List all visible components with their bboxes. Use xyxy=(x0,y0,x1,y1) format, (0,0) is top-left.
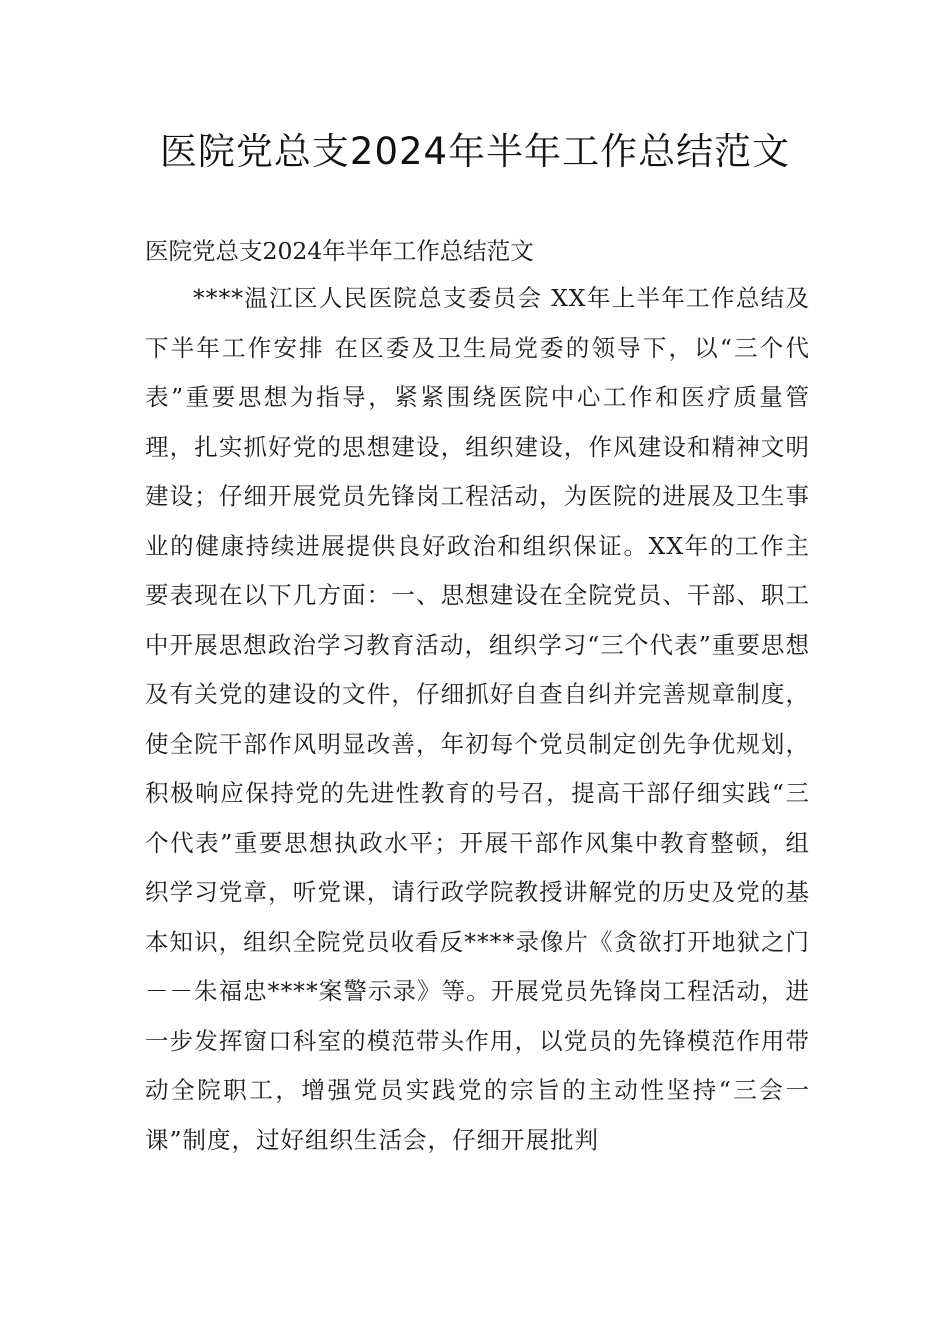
document-title: 医院党总支2024年半年工作总结范文 xyxy=(159,130,791,173)
document-body-paragraph: ****温江区人民医院总支委员会 XX年上半年工作总结及下半年工作安排 在区委及卫生局党委的领导下，以“三个代表”重要思想为指导，紧紧围绕医院中心工作和医疗质量管理，扎实抓好党的思想建设，组织建设，作风建设和精神文明建设；仔细开展党员先锋岗工程活动，为医院的进展及卫生事业的健康持续进展提供良好政治和组织保证。XX年的工作主要表现在以下几方面：一、思想建设在全院党员、干部、职工中开展思想政治学习教育活动，组织学习“三个代表”重要思想及有关党的建设的文件，仔细抓好自查自纠并完善规章制度，使全院干部作风明显改善，年初每个党员制定创先争优规划，积极响应保持党的先进性教育的号召，提高干部仔细实践“三个代表”重要思想执政水平；开展干部作风集中教育整顿，组织学习党章，听党课，请行政学院教授讲解党的历史及党的基本知识，组织全院党员收看反****录像片《贪欲打开地狱之门－－朱福忠****案警示录》等。开展党员先锋岗工程活动，进一步发挥窗口科室的模范带头作用，以党员的先锋模范作用带动全院职工，增强党员实践党的宗旨的主动性坚持“三会一课”制度，过好组织生活会，仔细开展批判 xyxy=(145,284,810,1154)
document-subtitle: 医院党总支2024年半年工作总结范文 xyxy=(145,237,534,265)
